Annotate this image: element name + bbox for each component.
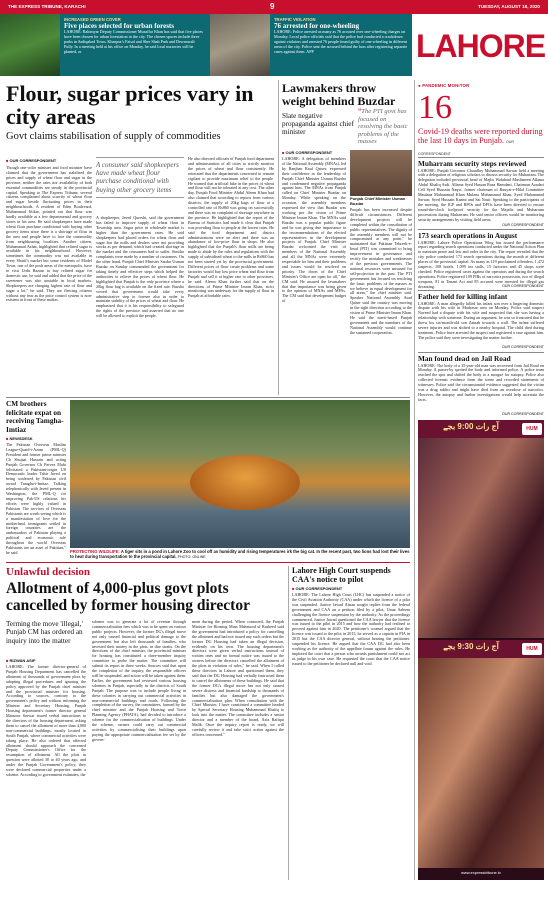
story-headline: Lahore High Court suspends CAA's notice to pilot	[292, 566, 391, 584]
divider	[418, 352, 544, 353]
byline: ■ OUR CORRESPONDENT	[292, 586, 410, 591]
byline: ■ OUR CORRESPONDENT	[6, 158, 92, 163]
lawmakers-quote	[358, 108, 412, 146]
lawmakers-col-1: LAHORE: A delegation of members of the National Assembly (MNAs), led by Ranjhan Rauf Qaiser, expressed their confidence in the leadership of Punjab Chief Minister Usman Buzdar and condemned negative propaganda against him. The MNAs from Punjab called on Chief Minister Buzdar on Monday. While speaking on the occasion, the assembly members expressed the view that Buzdar was working per the vision of Prime Minister Imran Khan. The MNAs said Buzdar was a popular public figure and he was giving due importance to the recommendations of the elected representatives in the development projects of Punjab. Chief Minister Buzdar welcomed the visit of members of the National Assembly and all the MNAs were extremely respectable for him and their problems and issues would be resolved on priority. The doors of the Chief Minister's Office are open for all," the CM said. He assured the lawmakers that due importance was being given to the opinion of MNAs and MPAs. The CM said that development budget of	[282, 156, 346, 304]
lead-col-2: A shopkeeper, Javed Qureshi, said the government has failed to improve supply of wheat flour in Township area. Sugar price in wholesale market is higher than the government rates. He said shopkeepers had placed orders for wheat flour and sugar but the mills and dealers were not providing stocks as per demand, which had created shortage in the market and the consumers had to suffer. Similar complaints were made by a number of customers. On the other hand, Punjab Chief Minister Sardar Usman Buzdar on Sunday commended the government for taking timely and effective steps which helped the authorities to relieve the prices of wheat flour. He highlighted that Punjab is the only province where a 20kg flour bag is available on the fixed rate. Buzdar vowed that government would take every administrative step to foresee also in order to maintain stability of the prices of wheat and flour. He emphasised that it is his responsibility to safeguard the rights of the province and asserted that no one will be allowed to exploit the people.	[96, 215, 184, 319]
lead-subhead: Govt claims stabilisation of supply of commodities	[6, 131, 221, 142]
top-strip	[0, 14, 412, 76]
brief-body: LAHORE: Punjab Governor Chaudhry Muhammad Sarwar held a meeting with a delegation of religious scholars to discuss security for Muharram. The delegation included provincial head of Majlis Wahdatul Muslimeen Allama Abdul Khaliq Asdi, Allama Syed Hassan Raza Hamdani, Chairman Azadari Cell Syed Hussain Naqvi, former chairman of Ruuyat-e-Hilal Committee Maulana Muhammad Khan Mulana Muhammad Khan, Syed Muhammad Sarwar, Syed Hussain Kazmi and Sai Nasir. Speaking to the participants of the meeting, the IGP and RPOs and DPOs have been directed to ensure round-the-clock foolproof security for the Majalis and Muharram processions during Muharram. He said senior officers would be monitoring security arrangements by visiting field areas.	[418, 167, 544, 222]
ad-logo: HUM	[522, 643, 542, 655]
tiger-photo	[70, 400, 410, 548]
bullet-icon: ●	[418, 83, 423, 88]
pandemic-number: 16	[418, 89, 452, 126]
masthead-left: THE EXPRESS TRIBUNE, KARACHI	[8, 4, 86, 9]
strip-title: 76 arrested for one-wheeling	[274, 22, 360, 30]
lower-col-3: ment during the period. When contacted, the Punjab Minister for Housing Mian Mahmood ul Rasheed said the government had introduced a policy for cancelling the allotment and had not issued any such orders but the former DG Housing had taken an illegal decision, evidently on his own. The housing department's directors were given verbal instructions instead of written ones and no formal notice was issued to the owners before the directors cancelled the allotment of the plots in violation of rules," he said. When I called these directors in Lahore and questioned them, they said that the DG Housing had verbally instructed them to cancel the allotments of these buildings. He said that the former DG's illegal move has not only caused severe distress and financial hardship to thousands of families but also damaged the government's commercialisation plan. When consultation with the Chief Minister, I have constituted a committee headed by Special Secretary Housing Muhammad Khaliq to look into the matter. The committee includes a senior director and a member of the board, Aziz Rafiqui Malik. Once the inquiry report is ready, we will carefully review it and take strict action against the officers concerned."	[192, 619, 284, 737]
strip-kicker: TRAFFIC VIOLATION	[274, 17, 316, 22]
credit: OUR CORRESPONDENT	[502, 411, 544, 416]
lead-pullquote: A consumer said shopkeepers have made wheat flour purchase conditional with buying other grocery items	[96, 157, 184, 198]
brief-title: Man found dead on Jail Road	[418, 354, 511, 363]
lhc-story	[292, 566, 410, 869]
lawmakers-col-2: Punjab has been increased despite difficult circumstances. Different development projects will be completed within the consultation of public representatives. The dignity of the assembly members will not be compromised at any point," he maintained that Pakistan Tehreek-e-Insaf (PTI) was committed to bring improvement in governance and rectify the mistakes and weaknesses of the previous governments. The national resources were misused for self-projection in the past. The PTI government has focused on resolving the basic problems of the masses as we believe in equal development for all areas," the chief minister said. Speaker National Assembly Asad Qaiser said the country was moving in the right direction according to the vision of Prime Minister Imran Khan. He said the merit-based Punjab government and the members of the National Assembly would continue the sustained cooperation.	[350, 207, 412, 335]
tiger-shape	[190, 455, 300, 510]
lead-byline	[6, 156, 92, 165]
caption-label: PROTECTING WILDLIFE:	[70, 549, 120, 554]
story-body: LAHORE: The Lahore High Court (LHC) has suspended a notice of the Civil Aviation Authority (CAA) under which the licence of a pilot was suspended. Justice Jawad Ahsan sought replies from the federal government and CAA on a petition filed by a pilot, Umar Saleem challenging the licence suspension by the authority. As the proceedings commenced, Justice Jawad questioned the CAA lawyer that the licence was issued to the pilot in 2015 and how the authority had realised to proceed against him in 2020. The petitioner's counsel argued that the licence was issued to the pilot in 2015, he served as a captain in PIA in 2015 but the CAA director general, without hearing the petitioner, suspended his licence. He argued that the CAA DG had also been working as the authority of the appellate forum against the rules. He implored the court that a person who awards punishment could not act as judge in his own case. He requested the court that the CAA notice issued to the petitioner be declared null and void.	[292, 592, 410, 666]
advertisement	[418, 420, 544, 880]
lower-deck: Terming the move 'illegal,' Punjab CM has ordered an inquiry into the matter	[6, 620, 83, 645]
strip-item-forest	[64, 17, 204, 55]
cm-brothers-story	[6, 400, 66, 593]
brief-body: LAHORE: Lahore Police Operations Wing has issued the performance report regarding search operations conducted under the National Action Plan to maintain peace and law and order in the city. The report revealed that the city police conducted 173 search operations during the month at different places of the provincial capital. As many as 119 proclaimed offenders, 1,472 suspects, 108 hotels, 1,099 tea stalls, 15 factories and 45 shops were checked. Police registered cases against the operators and during the search operations. Police registered 109 FIRs of narcotics possession, two of illegal weapons, 81 in Tenant Act and 85 accused were arrested for illegal gas decanting.	[418, 239, 544, 289]
lead-col-1: Though one-color minister and food minister have claimed that the government has stabilised the prices and supply of wheat flour and sugar in the province, neither the rates nor availability of both essential commodities are steady in the provincial capital. Speaking to The Express Tribune, several citizens complained about scarcity of wheat flour and sugar beside fluctuating prices in their neighbourhoods. A resident of Eden Boulevard, Muhammad Iftikar, pointed out that flour was hardly available at a few departmental and grocery stores in his area. He said shopkeepers have made wheat flour purchase conditional with buying other grocery items since there is a shortage of flour in the area and people have to face the commodity from neighbouring localities. Another citizen, Muhammad Azhar, highlighted that refined sugar is available in his neighbourhood. However, sometimes the commodity was not available in every Sharif's market but some residents of Model Town, one of the posh areas of the metropolis, have to visit Urdu Bazaar to buy refined sugar for domestic use, he said and added that the price of the sweetener was also unstable in local markets. Shopkeepers are charging highest rate of flour and sugar a lot," he said. They are fleecing citizens without any fear as the price control system is non-existent in front of these mafias.	[6, 165, 92, 303]
quote-mark-icon: “	[358, 108, 362, 115]
credit: OUR CORRESPONDENT	[502, 222, 544, 227]
divider	[414, 80, 415, 880]
strip-title: Five places selected for urban forests	[64, 22, 174, 30]
brief-jailroad	[418, 355, 544, 416]
buzdar-photo	[350, 150, 412, 196]
divider	[6, 562, 410, 563]
ad-title: آج رات 9:30 بجے	[443, 642, 499, 651]
page-number: 9	[270, 2, 275, 11]
brief-title: Muharram security steps reviewed	[418, 159, 527, 168]
ad-drama-photo	[418, 438, 544, 638]
byline: ■ RIZWAN ASIF	[6, 658, 86, 663]
brief-title: 173 search operations in August	[418, 231, 518, 240]
traffic-photo	[210, 14, 270, 76]
lawmakers-headline: Lawmakers throw weight behind Buzdar	[282, 81, 396, 108]
credit: OUR CORRESPONDENT	[502, 344, 544, 349]
divider	[278, 80, 279, 395]
brief-body: LAHORE: The body of a 35-year-old man was recovered from Jail Road on Monday. A passer-by spotted the body and informed police. A police team reached the spot and shifted the body to a morgue for autopsy. Police also collected forensic evidence from the scene and recorded statements of witnesses. Police said the circumstantial evidence suggested that the victim was a drug addict and might have died from an overdose of narcotics. However, the autopsy and further investigations would help ascertain the facts.	[418, 362, 544, 402]
brief-father	[418, 293, 544, 349]
ad-logo: HUM	[522, 423, 542, 435]
lead-col-3: He also directed officials of Punjab food department and administration of all cities to strictly monitor the prices of wheat and flour consistently. He reiterated that the departments concerned to remain vigilant to provide maximum relief to the people. He warned that artificial hike in the prices of wheat and flour will not be tolerated at any cost. The other day, Punjab Food Minister Abdul Aleem Khan had also claimed that according to reports from various districts, the supply of 20kg bags of flour at a controlled rate of Rs860 was going on successfully and there was no complaint of shortage anywhere in the province. He highlighted that the report of the Bureau of Statistics had made it clear that Punjab was providing flour to people at the lowest rates. He said the food department and district administrations were on alert and there was an abundance of low-price flour in shops. He also highlighted that the Punjab's flour mills are being made to abide by the rules and regulations with the supply of subsidised wheat to the mills in Rs860 has not been started yet by the provincial government. Different prices of flour create problems and some factories would buy low price wheat and flour from Punjab and sell it at higher rate to other provinces, he said. Aleem Khan further said that on the directions of Prime Minister Imran Khan, strict monitoring was underway for the supply of flour in Punjab at affordable rates.	[188, 156, 274, 299]
ad-title: آج رات 9:00 بجے	[443, 422, 499, 431]
pandemic-text: Covid-19 deaths were reported during the last 10 days in Punjab. OUR CORRESPONDENT	[418, 127, 543, 156]
lower-headline: Allotment of 4,000-plus govt plots cancelled by former housing director	[6, 580, 250, 614]
pandemic-kicker: ● PANDEMIC MONITOR	[418, 83, 470, 88]
masthead-right: TUESDAY, AUGUST 18, 2020	[478, 4, 540, 9]
strip-kicker: INCREASED GREEN COVER	[64, 17, 121, 22]
masthead-bar	[0, 0, 548, 14]
divider	[418, 290, 544, 291]
credit: OUR CORRESPONDENT	[502, 283, 544, 288]
story-headline: CM brothers felicitate expat on receiving Tamgha-Imtiaz	[6, 399, 64, 434]
lawmakers-subhead: Slate negative propaganda against chief minister	[282, 112, 354, 137]
story-body: The Pakistan Overseas Muslim League-Quaid-i-Azam (PML-Q) President and former prime minister Ch Shujaat Hussain and acting Punjab Governor Ch Parvez Elahi felicitated a Pakistani-origin US Democratic leader Tahir Javed on being conferred by Pakistan civil award Tamgha-i-Imtiaz. Talking telephonically with Javed present in Washington, the PML-Q for improving Pak-US relations his efforts were highly valued in Pakistan. The services of Overseas Pakistanis are worth seeing which is a manifestation of love for the motherland, immigrants settled in foreign countries are the ambassadors of Pakistan playing a political and economic role throughout the world Overseas Pakistanis are an asset of Pakistan," he said.	[6, 442, 66, 555]
divider	[418, 157, 544, 158]
quote-text: The PTI govt has focused on resolving the basic problems of the masses	[358, 108, 408, 146]
section-title: LAHORE	[416, 28, 546, 64]
ad-drama-photo	[418, 658, 544, 868]
brief-muharram	[418, 160, 544, 227]
strip-item-traffic	[274, 17, 408, 55]
lower-col-2: scheme was to generate a lot of revenue through commercialisation fees which was to be spent on various public projects. However, the former DG's illegal move not only caused financial and political damage to the government but also left thousands of families, who invested their money in the plots, in dire straits. On the directions of the chief minister, the provincial minister for housing has constituted a three-member inquiry committee to probe the matter. The committee will submit its report in three weeks. Sources said that upon the completion of the inquiry, the responsible officers will be suspended, and action will be taken against them. Earlier, the government had reviewed various housing schemes in Punjab, especially in the districts of South Punjab. The purpose was to include people living in these colonies in carrying out commercial activities in non-commercial buildings and roads. Following the completion of the survey, the committees, formed by the chief minister and the Punjab Housing and Town Planning Agency (PHATA), had decided to introduce a scheme for the commercialisation of buildings. Under the scheme, owners could carry out commercial activities by commercialising their buildings upon paying the appropriate commercialisation fee set by the govern-	[92, 619, 186, 742]
byline: ■ OUR CORRESPONDENT	[282, 150, 346, 155]
forest-photo	[0, 14, 60, 76]
credit: OUR CORRESPONDENT	[418, 140, 515, 156]
caption-text: A tiger sits in a pond in Lahore Zoo to cool off as humidity and rising temperatures irk the big cat. In the recent past, two lions had lost their lives to heat during transportation to the provincial capital.	[70, 549, 410, 559]
credit: PHOTO: ONLINE	[177, 555, 206, 559]
divider	[288, 566, 289, 880]
byline: ■ NEWSDESK	[6, 436, 66, 441]
lower-col-1: LAHORE: The former director-general of Punjab Housing Department has cancelled the allotment of thousands of government plots by adopting illegal procedures and ignoring the policy approved by the Punjab chief minister and the provincial minister for housing. According to sources, contrary to the government's policy and without informing the Minister and Secretary Housing, Punjab Housing department's former director general Mansoor Sarwar issued verbal instructions to the directors of the housing department, asking them to cancel the allotment of more than 4,000 non-commercial buildings, mostly located in South Punjab, where commercial activities were taking place. He also ordered that affected allotment should approach the concerned Deputy Commissioner's Office for the resumption of allotment. All the plots in question were allotted 30 to 40 years ago, and under the Punjab Government's policy, they were declared commercial properties under a scheme. According to government estimates, the	[6, 664, 86, 777]
divider	[418, 229, 544, 230]
ad-footer: www.expresstribune.tv	[460, 870, 501, 875]
brief-title: Father held for killing infant	[418, 292, 508, 301]
brief-body: LAHORE: A man allegedly killed his infant son over a lingering domestic dispute with his wife in Mudrasar area on Monday. Police said suspect Naveed had a dispute with his wife and suspected that she was having a relationship with someone. During an argument, he was so frustrated that he threw his six-month-old son Zainab towards a wall. The infant suffered severe injuries and was shifted to a nearby hospital. The child died during treatment. Police have arrested the suspect and registered a case against him. The police said they were investigating the matter further.	[418, 300, 544, 340]
quote-credit: Punjab Chief Minister Usman Buzdar	[350, 196, 406, 206]
brief-search	[418, 232, 544, 288]
divider	[6, 397, 410, 398]
photo-caption	[70, 549, 410, 560]
lower-kicker: Unlawful decision	[6, 566, 91, 578]
lead-headline: Flour, sugar prices vary in city areas	[6, 81, 254, 129]
strip-body: LAHORE: Rahimyar Deputy Commissioner Muzaffar Khan has said that five places have been chosen for urban forestation in the city. The chosen spaces include three parks in Sadiqabad Town, Khanpur's Faisal and Sher Shah Park and Dewanwali Pully. In a meeting held at his office on Monday, he said local nurseries will be planted, or	[64, 29, 203, 54]
strip-body: LAHORE: Police arrested as many as 76 accused over one-wheeling charges on Monday. Local police officials said that the police had conducted a crackdown against violators and arrested 76 people found guilty of one-wheeling in different areas of the city. Police sent the accused behind the bars after registering separate cases against them. APP	[274, 29, 408, 54]
